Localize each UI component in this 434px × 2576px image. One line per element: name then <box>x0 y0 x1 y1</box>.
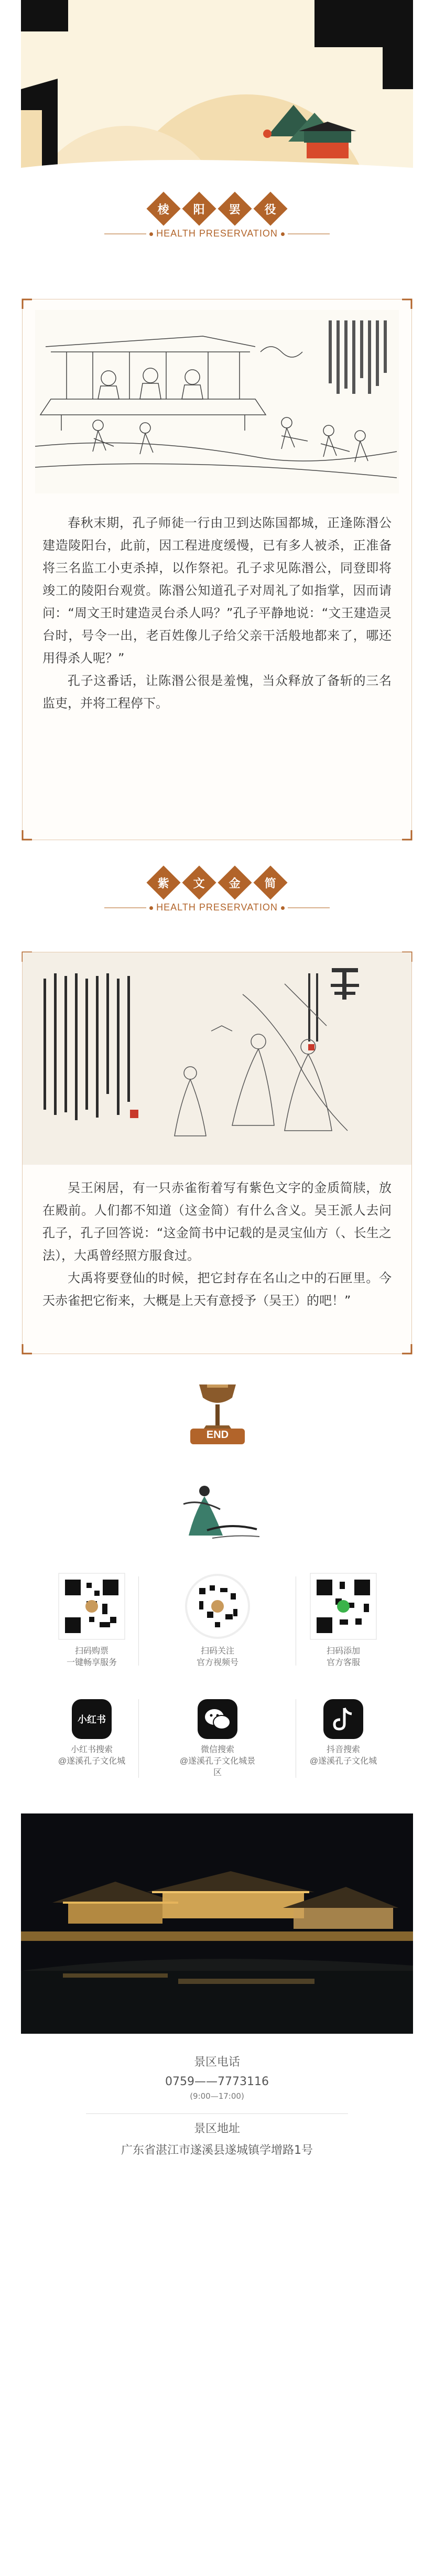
phone-number[interactable]: 0759——7773116 <box>165 2075 269 2088</box>
divider <box>138 1576 139 1666</box>
wechat-icon[interactable] <box>198 1699 237 1739</box>
qr-caption: 官方视频号 <box>196 1658 238 1667</box>
corner-ornament-icon <box>21 829 33 841</box>
qr-code-row <box>47 1572 388 1682</box>
address-label: 景区地址 <box>193 2122 240 2135</box>
divider <box>138 1699 139 1778</box>
social-caption: @遂溪孔子文化城景区 <box>179 1757 256 1777</box>
story-paragraph: 大禹将要登仙的时候，把它封存在名山之中的石匣里。今天赤雀把它衔来，大概是上天有意授予（吴王）的吧！” <box>42 1271 392 1308</box>
corner-ornament-icon <box>401 829 413 841</box>
qr-item-video[interactable] <box>178 1572 257 1669</box>
contact-section <box>0 2055 434 2159</box>
header-banner <box>21 0 413 184</box>
address-text: 广东省湛江市遂溪县遂城镇学增路1号 <box>121 2144 313 2157</box>
section-1-header <box>0 186 434 254</box>
qr-item-service[interactable] <box>304 1572 383 1669</box>
dot-icon <box>149 232 153 236</box>
qr-caption: 扫码关注 <box>200 1647 234 1656</box>
qr-caption: 一键畅享服务 <box>66 1658 117 1667</box>
qr-caption: 扫码添加 <box>326 1647 360 1656</box>
social-item-xiaohongshu[interactable] <box>52 1699 131 1767</box>
dot-icon <box>281 906 285 910</box>
story-card-1 <box>22 299 412 840</box>
corner-ornament-icon <box>401 298 413 310</box>
opening-hours: (9:00—17:00) <box>190 2091 244 2101</box>
section-subtitle: HEALTH PRESERVATION <box>156 902 278 913</box>
title-char-box: 罢 <box>218 191 252 226</box>
story-card-2 <box>22 952 412 1354</box>
dot-icon <box>149 906 153 910</box>
douyin-icon[interactable] <box>323 1699 363 1739</box>
qr-item-tickets[interactable] <box>52 1572 131 1669</box>
title-char-box: 阳 <box>182 191 216 226</box>
divider <box>288 233 330 234</box>
divider <box>288 907 330 908</box>
corner-ornament-icon <box>21 298 33 310</box>
social-caption: 小红书搜索 <box>70 1745 113 1754</box>
divider <box>104 233 146 234</box>
scenic-night-photo <box>21 1813 413 2034</box>
story-text-2 <box>42 1177 392 1312</box>
qr-code-image[interactable] <box>58 1572 126 1640</box>
xiaohongshu-icon[interactable]: 小红书 <box>72 1699 112 1739</box>
story-text-1 <box>42 512 392 715</box>
dot-icon <box>281 232 285 236</box>
social-item-douyin[interactable] <box>304 1699 383 1767</box>
section-subtitle: HEALTH PRESERVATION <box>156 228 278 239</box>
story-paragraph: 吴王闲居，有一只赤雀衔着写有紫色文字的金质简牍，放在殿前。人们都不知道（这金简）有什么含义。吴王派人去问孔子，孔子回答说：“这金简书中记载的是灵宝仙方（、长生之法），大禹曾经照方服食过。 <box>42 1180 392 1263</box>
corner-ornament-icon <box>401 1343 413 1355</box>
qr-code-image[interactable] <box>309 1572 377 1640</box>
qr-caption: 官方客服 <box>326 1658 360 1667</box>
social-caption: 抖音搜索 <box>326 1745 360 1754</box>
story-paragraph: 春秋末期，孔子师徒一行由卫到达陈国都城，正逢陈湣公建造陵阳台，此前，因工程进度缓慢，已有多人被杀，正准备将三名监工小吏杀掉，以作祭祀。孔子求见陈湣公，同登即将竣工的陵阳台观赏。陈湣公知道孔子对周礼了如指掌，因而请问：“周文王时建造灵台杀人吗？”孔子平静地说：“文王建造灵台时，号令一出，老百姓像儿子给父亲干活般地都来了，哪还用得杀人呢？” <box>42 516 392 666</box>
story-illustration-1 <box>35 310 399 493</box>
corner-ornament-icon <box>21 1343 33 1355</box>
night-pavilion-image <box>21 1813 413 2034</box>
title-char-box: 金 <box>218 865 252 899</box>
title-char-box: 棱 <box>146 191 180 226</box>
title-char-box: 役 <box>253 191 287 226</box>
qr-code-image[interactable] <box>183 1572 252 1640</box>
divider <box>104 907 146 908</box>
social-search-row <box>47 1699 388 1788</box>
phone-label: 景区电话 <box>193 2056 240 2069</box>
story-illustration-2 <box>23 952 411 1165</box>
title-char-box: 紫 <box>146 865 180 899</box>
end-mark <box>181 1379 254 1447</box>
title-char-box: 文 <box>182 865 216 899</box>
logo-image <box>173 1473 262 1551</box>
divider <box>86 2113 348 2114</box>
social-caption: @遂溪孔子文化城 <box>58 1757 126 1766</box>
qr-caption: 扫码购票 <box>74 1647 108 1656</box>
social-item-wechat[interactable] <box>178 1699 257 1779</box>
brand-logo <box>173 1473 262 1551</box>
social-caption: @遂溪孔子文化城 <box>309 1757 377 1766</box>
title-char-box: 简 <box>253 865 287 899</box>
section-2-header <box>0 860 434 928</box>
story-paragraph: 孔子这番话，让陈湣公很是羞愧，当众释放了备斩的三名监吏，并将工程停下。 <box>42 673 392 711</box>
banner-illustration <box>21 0 413 184</box>
social-caption: 微信搜索 <box>200 1745 234 1754</box>
end-label: END <box>206 1429 229 1441</box>
